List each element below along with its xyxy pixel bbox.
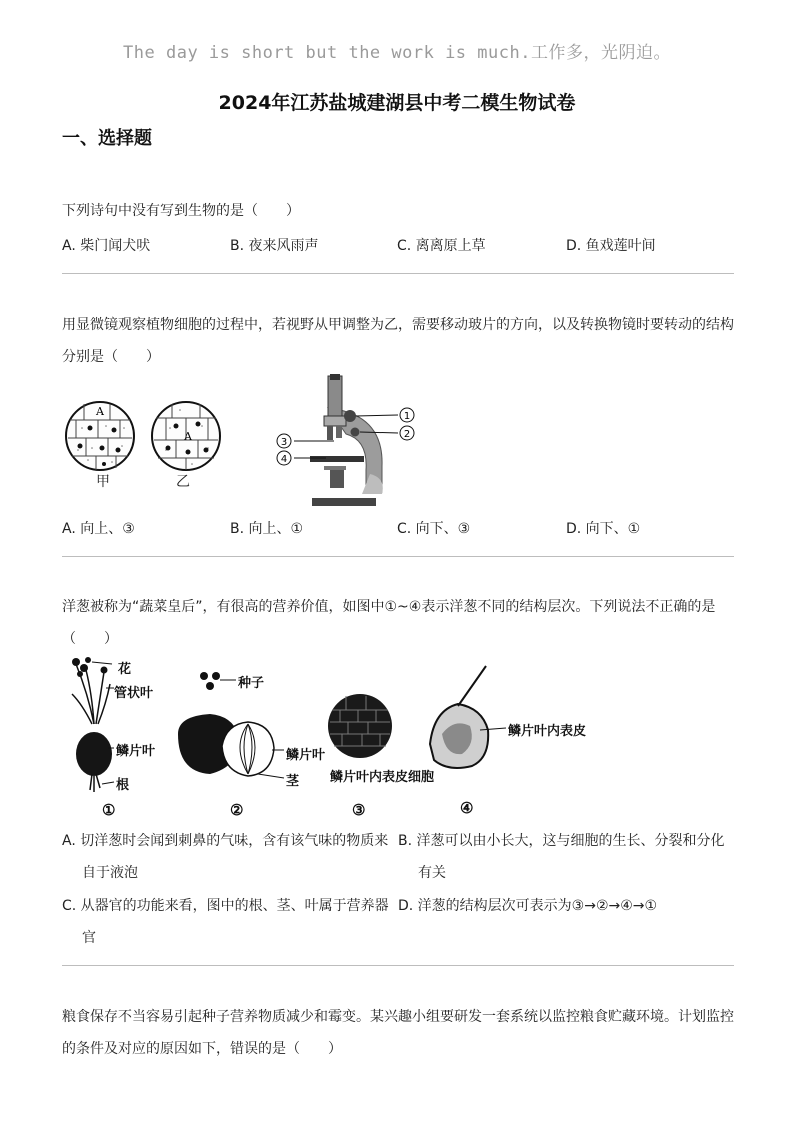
q2-option-a[interactable]: A. 向上、③	[62, 521, 135, 537]
view-jia	[66, 402, 134, 470]
microscope-diagram	[270, 374, 430, 508]
figure-number-2: ②	[230, 801, 244, 819]
q1-option-c[interactable]: C. 离离原上草	[397, 238, 486, 254]
q3-option-d[interactable]: D. 洋葱的结构层次可表示为③→②→④→①	[398, 898, 658, 914]
divider	[62, 556, 734, 557]
label-hua: 花	[118, 662, 132, 677]
label-zhongzi: 种子	[238, 676, 265, 691]
onion-organs	[178, 672, 284, 778]
q2-option-b[interactable]: B. 向上、①	[230, 521, 304, 537]
q2-stem-line2: 分别是（ ）	[62, 349, 160, 365]
label-banpianye: 鳞片叶	[116, 744, 156, 759]
q1-option-d[interactable]: D. 鱼戏莲叶间	[566, 238, 656, 254]
q3-option-b[interactable]: B. 洋葱可以由小长大，这与细胞的生长、分裂和分化	[398, 833, 725, 849]
q3-option-c-cont[interactable]: 官	[82, 930, 96, 946]
microscope-views-figure	[62, 398, 232, 493]
q2-stem-line1: 用显微镜观察植物细胞的过程中，若视野从甲调整为乙，需要移动玻片的方向，以及转换物镜时要转动的结构	[62, 317, 734, 333]
q3-stem-line1: 洋葱被称为“蔬菜皇后”，有很高的营养价值，如图中①~④表示洋葱不同的结构层次。下列说法不正确的是	[62, 599, 716, 615]
divider	[62, 273, 734, 274]
onion-peel	[430, 666, 506, 768]
q4-stem-line2: 的条件及对应的原因如下，错误的是（ ）	[62, 1041, 342, 1057]
q3-stem-line2: （ ）	[62, 631, 118, 647]
view-jia-letter: A	[96, 405, 104, 418]
label-guanzhuangye: 管状叶	[114, 686, 154, 701]
exam-title: 2024年江苏盐城建湖县中考二模生物试卷	[218, 92, 576, 114]
q3-option-b-cont[interactable]: 有关	[418, 865, 446, 881]
label-banpianye-2: 鳞片叶	[286, 748, 326, 763]
label-jing: 茎	[286, 774, 300, 789]
figure-number-4: ④	[460, 799, 474, 817]
q4-stem-line1: 粮食保存不当容易引起种子营养物质减少和霉变。某兴趣小组要研发一套系统以监控粮食贮藏环境。计划监控	[62, 1009, 734, 1025]
section-heading: 一、选择题	[62, 128, 152, 149]
q2-option-d[interactable]: D. 向下、①	[566, 521, 641, 537]
label-neibiaopi: 鳞片叶内表皮	[508, 724, 587, 739]
view-yi-letter: A	[184, 430, 192, 443]
q3-option-a-cont[interactable]: 自于液泡	[82, 865, 138, 881]
q1-stem: 下列诗句中没有写到生物的是（ ）	[62, 203, 300, 219]
onion-plant	[72, 657, 114, 792]
q3-option-c[interactable]: C. 从器官的功能来看，图中的根、茎、叶属于营养器	[62, 898, 389, 914]
figure-number-3: ③	[352, 801, 366, 819]
divider	[62, 965, 734, 966]
label-jia: 甲	[96, 474, 110, 490]
figure-number-1: ①	[102, 801, 116, 819]
label-cells: 鳞片叶内表皮细胞	[330, 770, 435, 785]
page-header-motto: The day is short but the work is much.工作多，光阴迫。	[123, 43, 671, 63]
q1-option-a[interactable]: A. 柴门闻犬吠	[62, 238, 151, 254]
marker-1: 1	[403, 411, 411, 422]
marker-2: 2	[403, 429, 411, 440]
label-gen: 根	[116, 778, 130, 793]
marker-4: 4	[280, 454, 288, 465]
q2-option-c[interactable]: C. 向下、③	[397, 521, 471, 537]
view-yi	[152, 402, 220, 470]
onion-cells	[328, 694, 392, 758]
q1-option-b[interactable]: B. 夜来风雨声	[230, 238, 319, 254]
label-yi: 乙	[176, 474, 190, 490]
q3-option-a[interactable]: A. 切洋葱时会闻到刺鼻的气味，含有该气味的物质来	[62, 833, 389, 849]
marker-3: 3	[280, 437, 288, 448]
